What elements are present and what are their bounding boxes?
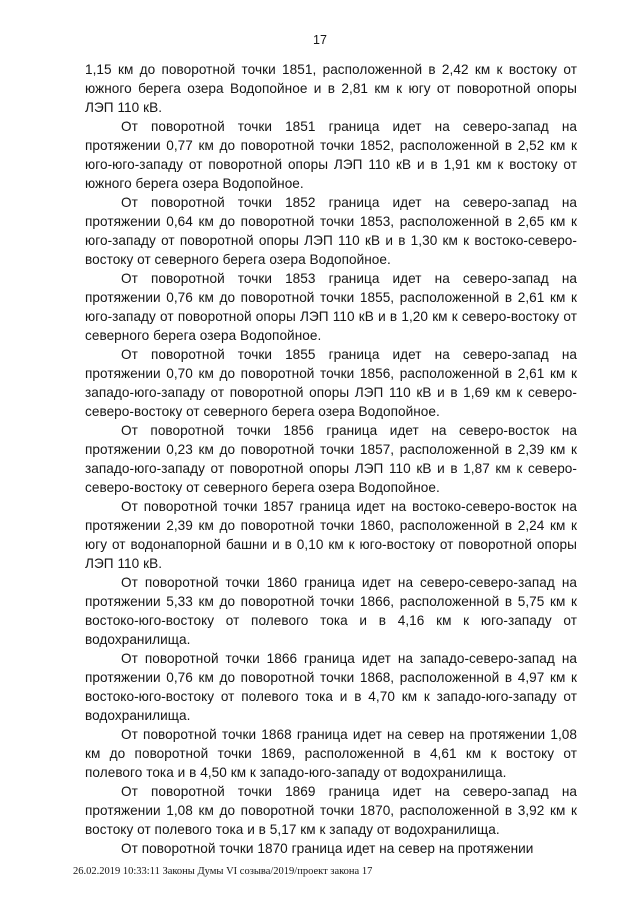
- paragraph: От поворотной точки 1868 граница идет на север на протяжении 1,08 км до поворотной точки 1869, расположенной в 4,61 км к востоку от полевого тока и в 4,50 км к западо-юго-западу от водохранилища.: [85, 727, 577, 780]
- paragraph: От поворотной точки 1855 граница идет на северо-запад на протяжении 0,70 км до поворотной точки 1856, расположенной в 2,61 км к западо-юго-западу от поворотной опоры ЛЭП 110 кВ и в 1,69 км к северо-северо-востоку от северного берега озера Водопойное.: [85, 347, 577, 419]
- paragraph-final: От поворотной точки 1870 граница идет на север на протяжении: [121, 841, 534, 856]
- document-footer: 26.02.2019 10:33:11 Законы Думы VI созыва/2019/проект закона 17: [73, 866, 373, 877]
- paragraph-continuation: 1,15 км до поворотной точки 1851, расположенной в 2,42 км к востоку от южного берега озера Водопойное и в 2,81 км к югу от поворотной опоры ЛЭП 110 кВ.: [85, 62, 577, 115]
- paragraph: От поворотной точки 1866 граница идет на западо-северо-запад на протяжении 0,76 км до поворотной точки 1868, расположенной в 4,97 км к востоко-юго-востоку от полевого тока и в 4,70 км к западо-юго-западу от водохранилища.: [85, 651, 577, 723]
- paragraph: От поворотной точки 1851 граница идет на северо-запад на протяжении 0,77 км до поворотной точки 1852, расположенной в 2,52 км к юго-юго-западу от поворотной опоры ЛЭП 110 кВ и в 1,91 км к востоку от южного берега озера Водопойное.: [85, 119, 577, 191]
- paragraph: От поворотной точки 1869 граница идет на северо-запад на протяжении 1,08 км до поворотной точки 1870, расположенной в 3,92 км к востоку от полевого тока и в 5,17 км к западу от водохранилища.: [85, 784, 577, 837]
- paragraph: От поворотной точки 1853 граница идет на северо-запад на протяжении 0,76 км до поворотной точки 1855, расположенной в 2,61 км к юго-западу от поворотной опоры ЛЭП 110 кВ и в 1,20 км к северо-востоку от северного берега озера Водопойное.: [85, 271, 577, 343]
- paragraph: От поворотной точки 1860 граница идет на северо-северо-запад на протяжении 5,33 км до поворотной точки 1866, расположенной в 5,75 км к востоко-юго-востоку от полевого тока и в 4,16 км к юго-западу от водохранилища.: [85, 575, 577, 647]
- paragraph: От поворотной точки 1852 граница идет на северо-запад на протяжении 0,64 км до поворотной точки 1853, расположенной в 2,65 км к юго-западу от поворотной опоры ЛЭП 110 кВ и в 1,30 км к востоко-северо-востоку от северного берега озера Водопойное.: [85, 195, 577, 267]
- paragraph: От поворотной точки 1857 граница идет на востоко-северо-восток на протяжении 2,39 км до поворотной точки 1860, расположенной в 2,24 км к югу от водонапорной башни и в 0,10 км к юго-востоку от поворотной опоры ЛЭП 110 кВ.: [85, 499, 577, 571]
- paragraph: От поворотной точки 1856 граница идет на северо-восток на протяжении 0,23 км до поворотной точки 1857, расположенной в 2,39 км к западо-юго-западу от поворотной опоры ЛЭП 110 кВ и в 1,87 км к северо-северо-востоку от северного берега озера Водопойное.: [85, 423, 577, 495]
- page-number: 17: [313, 33, 327, 47]
- document-body: [85, 60, 577, 858]
